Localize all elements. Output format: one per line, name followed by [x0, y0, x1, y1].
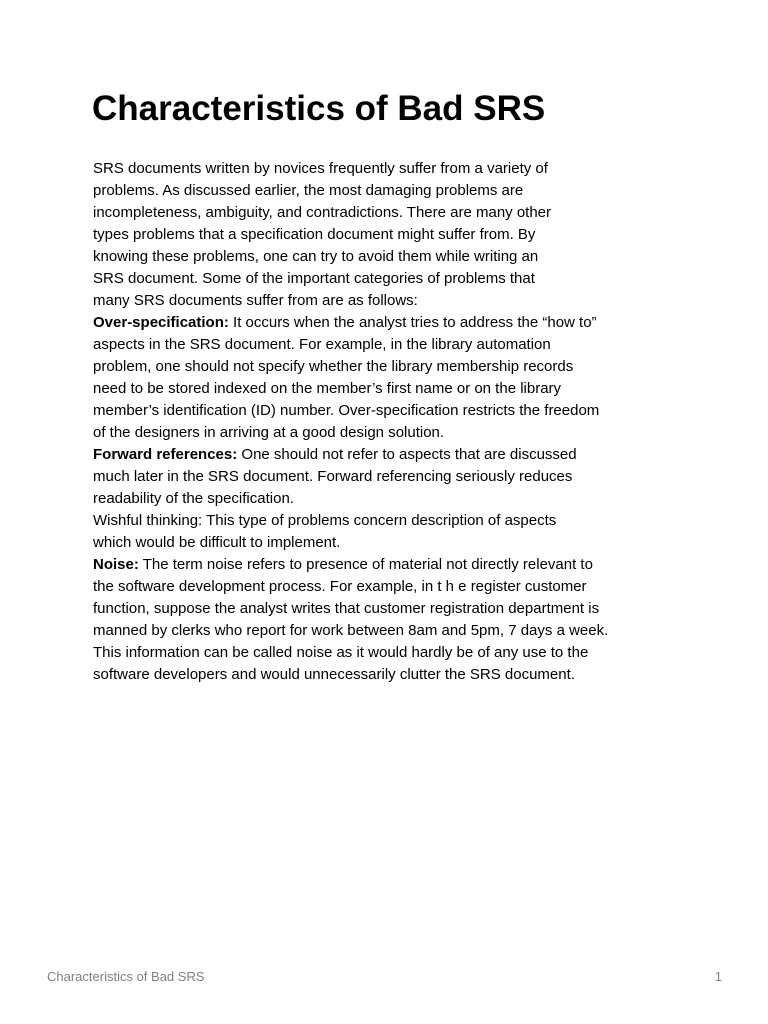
over-specification-line: aspects in the SRS document. For example, in the library automation [93, 336, 551, 353]
intro-line: knowing these problems, one can try to avoid them while writing an [93, 248, 539, 265]
over-specification-line: problem, one should not specify whether the library membership records [93, 358, 574, 375]
intro-line: many SRS documents suffer from are as follows: [93, 292, 418, 309]
wishful-thinking-line: which would be difficult to implement. [93, 534, 341, 551]
over-specification-line: of the designers in arriving at a good design solution. [93, 424, 445, 441]
noise-text: The term noise refers to presence of material not directly relevant to [138, 556, 593, 573]
intro-line: types problems that a specification document might suffer from. By [93, 226, 536, 243]
forward-references-line: readability of the specification. [93, 490, 294, 507]
noise-line: This information can be called noise as it would hardly be of any use to the [93, 644, 589, 661]
noise-line: the software development process. For example, in t h e register customer [93, 578, 587, 595]
over-specification-first-line [93, 312, 653, 334]
forward-references-text: One should not refer to aspects that are discussed [237, 446, 577, 463]
noise-line: manned by clerks who report for work between 8am and 5pm, 7 days a week. [93, 622, 609, 639]
forward-references-first-line [93, 444, 653, 466]
footer-title: Characteristics of Bad SRS [47, 969, 205, 984]
noise-term: Noise: [93, 556, 139, 573]
over-specification-term: Over-specification: [93, 314, 229, 331]
footer-page-number: 1 [714, 969, 722, 984]
over-specification-line: need to be stored indexed on the member’s first name or on the library [93, 380, 562, 397]
intro-line: SRS documents written by novices frequently suffer from a variety of [93, 160, 548, 177]
noise-first-line [93, 554, 653, 576]
noise-line: software developers and would unnecessarily clutter the SRS document. [93, 666, 575, 683]
document-body [93, 158, 653, 686]
page-title: Characteristics of Bad SRS [92, 89, 546, 128]
intro-line: incompleteness, ambiguity, and contradictions. There are many other [93, 204, 552, 221]
forward-references-term: Forward references: [93, 446, 238, 463]
noise-line: function, suppose the analyst writes that customer registration department is [93, 600, 600, 617]
wishful-thinking-line: Wishful thinking: This type of problems concern description of aspects [93, 512, 557, 529]
over-specification-line: member’s identification (ID) number. Over-specification restricts the freedom [93, 402, 600, 419]
over-specification-text: It occurs when the analyst tries to address the “how to” [228, 314, 597, 331]
intro-line: problems. As discussed earlier, the most damaging problems are [93, 182, 524, 199]
intro-line: SRS document. Some of the important categories of problems that [93, 270, 535, 287]
forward-references-line: much later in the SRS document. Forward referencing seriously reduces [93, 468, 573, 485]
